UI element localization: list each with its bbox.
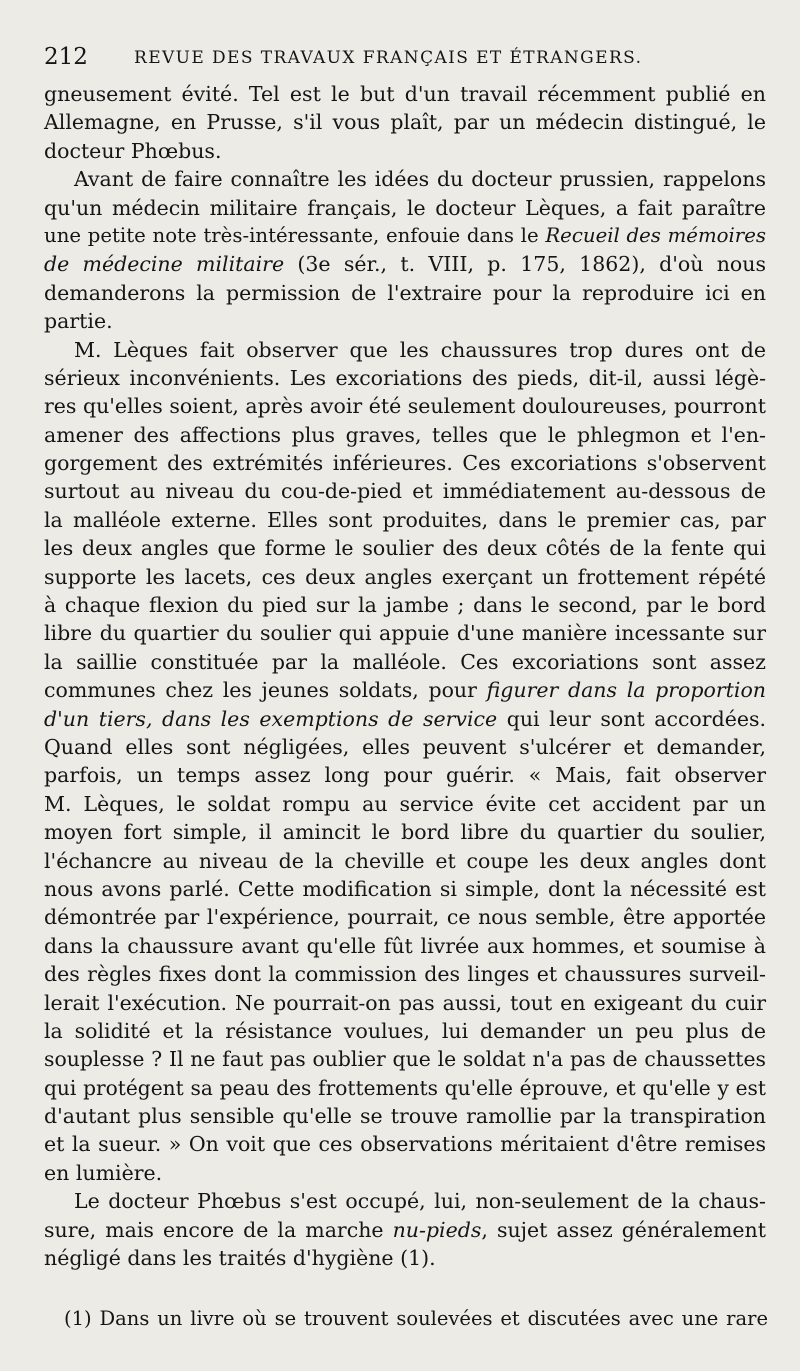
text-line: Allemagne, en Prusse, s'il vous plaît, par un médecin distingué, le — [44, 110, 766, 135]
text-line: d'un tiers, dans les exemptions de service qui leur sont accordées. — [44, 706, 766, 731]
text-line: docteur Phœbus. — [44, 138, 222, 163]
italic-text: figurer dans la proportion — [486, 678, 766, 703]
text-line: Quand elles sont négligées, elles peuvent s'ulcérer et demander, — [44, 734, 766, 759]
text-line: amener des affections plus graves, telles que le phlegmon et l'en- — [44, 422, 766, 447]
text-line: souplesse ? Il ne faut pas oublier que le soldat n'a pas de chaussettes — [44, 1047, 766, 1072]
footnote-line: (1) Dans un livre où se trouvent soulevées et discutées avec une rare — [64, 1307, 768, 1330]
text-line: Avant de faire connaître les idées du docteur prussien, rappelons — [74, 167, 766, 192]
text-line: M. Lèques, le soldat rompu au service évite cet accident par un — [44, 791, 766, 816]
text-line: l'échancre au niveau de la cheville et coupe les deux angles dont — [44, 848, 766, 873]
text-line: Le docteur Phœbus s'est occupé, lui, non-seulement de la chaus- — [74, 1189, 766, 1214]
text-line: à chaque flexion du pied sur la jambe ; dans le second, par le bord — [44, 593, 766, 618]
text-line: demanderons la permission de l'extraire pour la reproduire ici en — [44, 280, 766, 305]
text-line: les deux angles que forme le soulier des deux côtés de la fente qui — [44, 536, 766, 561]
text-line: et la sueur. » On voit que ces observations méritaient d'être remises — [44, 1132, 766, 1157]
text-line: d'autant plus sensible qu'elle se trouve ramollie par la transpiration — [44, 1104, 766, 1129]
text-line: moyen fort simple, il amincit le bord libre du quartier du soulier, — [44, 820, 766, 845]
italic-text: Recueil des mémoires — [545, 223, 766, 247]
text-line: libre du quartier du soulier qui appuie d'une manière incessante sur — [44, 621, 766, 646]
text-line: dans la chaussure avant qu'elle fût livrée aux hommes, et soumise à — [44, 933, 766, 958]
text-line: lerait l'exécution. Ne pourrait-on pas aussi, tout en exigeant du cuir — [44, 990, 766, 1015]
text-line: en lumière. — [44, 1160, 163, 1185]
text-line: la solidité et la résistance voulues, lui demander un peu plus de — [44, 1018, 766, 1043]
footnote — [64, 1306, 768, 1334]
italic-text: d'un tiers, dans les exemptions de service — [44, 706, 498, 731]
text-line: qu'un médecin militaire français, le docteur Lèques, a fait paraître — [44, 195, 766, 220]
page-number: 212 — [44, 44, 88, 70]
text-line: négligé dans les traités d'hygiène (1). — [44, 1246, 436, 1271]
text-line: parfois, un temps assez long pour guérir. « Mais, fait observer — [44, 763, 766, 788]
text-line: surtout au niveau du cou-de-pied et immédiatement au-dessous de — [44, 479, 766, 504]
text-line: communes chez les jeunes soldats, pour figurer dans la proportion — [44, 678, 766, 703]
text-line: sure, mais encore de la marche nu-pieds, sujet assez généralement — [44, 1217, 766, 1242]
text-line: de médecine militaire (3e sér., t. VIII, p. 175, 1862), d'où nous — [44, 252, 766, 277]
body-text — [44, 80, 766, 1272]
running-head — [44, 40, 760, 74]
text-line: partie. — [44, 309, 113, 334]
text-line: des règles fixes dont la commission des linges et chaussures surveil- — [44, 962, 766, 987]
text-line: res qu'elles soient, après avoir été seulement douloureuses, pourront — [44, 394, 766, 419]
text-line: nous avons parlé. Cette modification si simple, dont la nécessité est — [44, 876, 766, 901]
text-line: gneusement évité. Tel est le but d'un travail récemment publié en — [44, 82, 766, 106]
text-line: qui protégent sa peau des frottements qu'elle éprouve, et qu'elle y est — [44, 1075, 766, 1100]
text-line: sérieux inconvénients. Les excoriations des pieds, dit-il, aussi légè- — [44, 365, 766, 390]
text-line: démontrée par l'expérience, pourrait, ce nous semble, être apportée — [44, 905, 766, 930]
italic-text: de médecine militaire — [44, 252, 285, 277]
text-line: M. Lèques fait observer que les chaussures trop dures ont de — [74, 337, 766, 362]
text-line: la saillie constituée par la malléole. Ces excoriations sont assez — [44, 649, 766, 674]
text-line: gorgement des extrémités inférieures. Ces excoriations s'observent — [44, 451, 766, 476]
text-line: la malléole externe. Elles sont produites, dans le premier cas, par — [44, 507, 766, 532]
text-line: une petite note très-intéressante, enfouie dans le Recueil des mémoires — [44, 223, 766, 247]
running-title: REVUE DES TRAVAUX FRANÇAIS ET ÉTRANGERS. — [134, 48, 643, 68]
text-line: supporte les lacets, ces deux angles exerçant un frottement répété — [44, 564, 766, 589]
italic-text: nu-pieds — [392, 1217, 482, 1242]
